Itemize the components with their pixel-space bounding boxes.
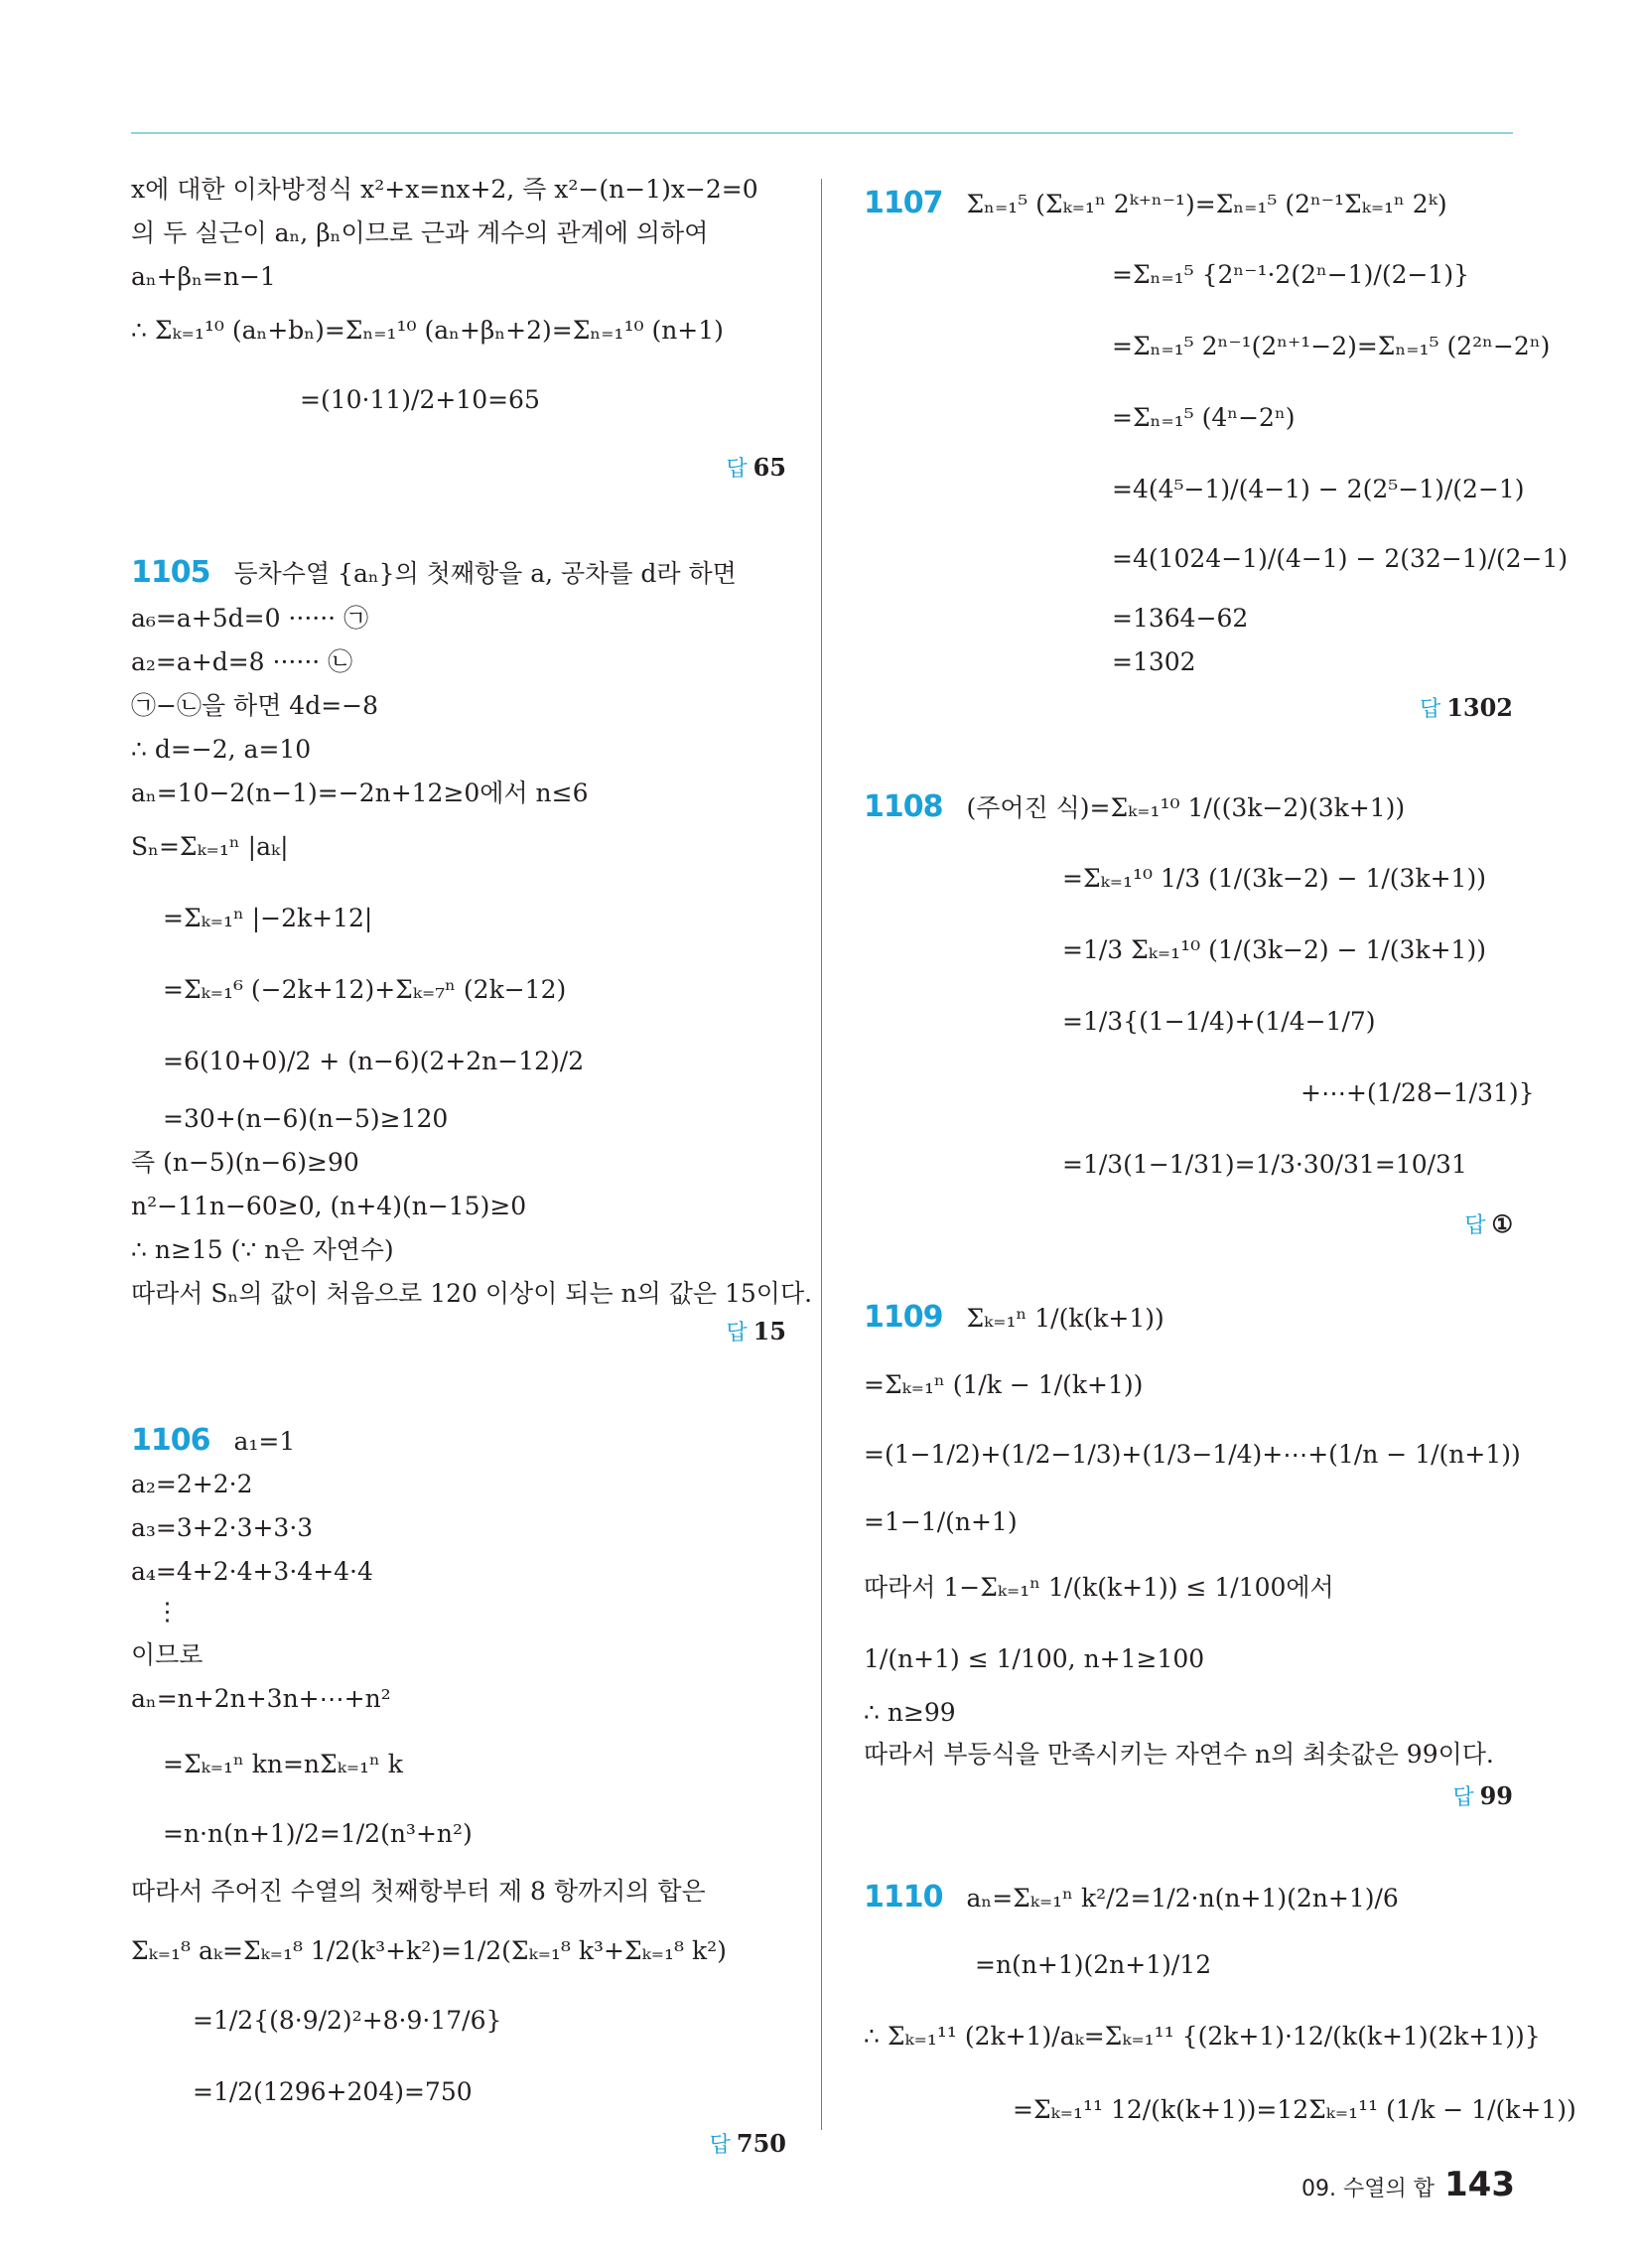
math-line: Σₖ₌₁⁸ aₖ=Σₖ₌₁⁸ 1/2(k³+k²)=1/2(Σₖ₌₁⁸ k³+Σₖ₌₁⁸ k²) xyxy=(131,1936,727,1965)
math-line: a₁=1 xyxy=(233,1427,296,1456)
text-line: 의 두 실근이 aₙ, βₙ이므로 근과 계수의 관계에 의하여 xyxy=(131,218,709,247)
math-line: aₙ=10−2(n−1)=−2n+12≥0에서 n≤6 xyxy=(131,779,589,807)
text-line: aₙ+βₙ=n−1 xyxy=(131,262,276,291)
math-line: =1−1/(n+1) xyxy=(864,1507,1018,1536)
math-line: =1/3{(1−1/4)+(1/4−1/7) xyxy=(1062,1007,1376,1036)
problem-number: 1107 xyxy=(864,186,943,220)
math-line: =Σₙ₌₁⁵ (4ⁿ−2ⁿ) xyxy=(1112,403,1296,432)
math-line: =1/3(1−1/31)=1/3·30/31=10/31 xyxy=(1062,1150,1467,1179)
answer-15 xyxy=(726,1317,786,1348)
math-line: a₆=a+5d=0 ······ ㉠ xyxy=(131,604,369,633)
answer-750 xyxy=(710,2129,786,2161)
math-line: =1302 xyxy=(1112,647,1196,676)
text-line: 등차수열 {aₙ}의 첫째항을 a, 공차를 d라 하면 xyxy=(233,559,737,588)
answer-value: 99 xyxy=(1479,1781,1513,1810)
answer-label: 답 xyxy=(726,457,748,482)
math-line: =n·n(n+1)/2=1/2(n³+n²) xyxy=(163,1819,473,1848)
math-line: =1364−62 xyxy=(1112,604,1249,633)
answer-value: 15 xyxy=(753,1317,786,1346)
problem-number: 1105 xyxy=(131,555,210,590)
column-divider xyxy=(821,179,822,2130)
answer-value: 1302 xyxy=(1446,693,1513,722)
math-line: (주어진 식)=Σₖ₌₁¹⁰ 1/((3k−2)(3k+1)) xyxy=(966,793,1406,822)
math-line: =Σₖ₌₁¹⁰ 1/3 (1/(3k−2) − 1/(3k+1)) xyxy=(1062,864,1486,893)
text-line: 따라서 1−Σₖ₌₁ⁿ 1/(k(k+1)) ≤ 1/100에서 xyxy=(864,1573,1334,1602)
math-line: =(1−1/2)+(1/2−1/3)+(1/3−1/4)+⋯+(1/n − 1/(n+1)) xyxy=(864,1440,1521,1469)
math-line: =1/2{(8·9/2)²+8·9·17/6} xyxy=(193,2006,502,2035)
problem-1106-line xyxy=(131,1423,296,1458)
math-line: Sₙ=Σₖ₌₁ⁿ |aₖ| xyxy=(131,832,289,861)
math-line: ⋮ xyxy=(155,1597,180,1626)
text-line: 이므로 xyxy=(131,1640,204,1669)
math-line: +⋯+(1/28−1/31)} xyxy=(1300,1078,1535,1107)
math-line: ∴ Σₖ₌₁¹⁰ (aₙ+bₙ)=Σₙ₌₁¹⁰ (aₙ+βₙ+2)=Σₙ₌₁¹⁰ (n+1) xyxy=(131,316,724,345)
answer-1 xyxy=(1464,1209,1513,1241)
math-line: aₙ=Σₖ₌₁ⁿ k²/2=1/2·n(n+1)(2n+1)/6 xyxy=(966,1884,1399,1913)
math-line: a₄=4+2·4+3·4+4·4 xyxy=(131,1557,373,1586)
math-line: aₙ=n+2n+3n+⋯+n² xyxy=(131,1684,391,1713)
math-line: =4(1024−1)/(4−1) − 2(32−1)/(2−1) xyxy=(1112,544,1569,573)
problem-1109-line xyxy=(864,1300,1164,1335)
text-line: 따라서 주어진 수열의 첫째항부터 제 8 항까지의 합은 xyxy=(131,1877,706,1906)
math-line: a₃=3+2·3+3·3 xyxy=(131,1513,314,1542)
math-line: =1/2(1296+204)=750 xyxy=(193,2077,473,2106)
math-line: =30+(n−6)(n−5)≥120 xyxy=(163,1104,449,1133)
answer-label: 답 xyxy=(1419,697,1441,722)
math-line: ∴ Σₖ₌₁¹¹ (2k+1)/aₖ=Σₖ₌₁¹¹ {(2k+1)·12/(k(k+1)(2k+1))} xyxy=(864,2022,1541,2051)
answer-value: 750 xyxy=(736,2129,786,2158)
math-line: ∴ d=−2, a=10 xyxy=(131,735,312,764)
math-line: a₂=2+2·2 xyxy=(131,1470,253,1498)
section-title: 09. 수열의 합 xyxy=(1301,2177,1436,2201)
answer-label: 답 xyxy=(1464,1213,1486,1238)
problem-1105-line xyxy=(131,555,737,590)
math-line: 즉 (n−5)(n−6)≥90 xyxy=(131,1148,359,1177)
math-line: =(10·11)/2+10=65 xyxy=(300,385,540,414)
problem-number: 1106 xyxy=(131,1423,210,1458)
text-line: 따라서 Sₙ의 값이 처음으로 120 이상이 되는 n의 값은 15이다. xyxy=(131,1279,813,1308)
math-line: =6(10+0)/2 + (n−6)(2+2n−12)/2 xyxy=(163,1047,585,1075)
text-line: 따라서 부등식을 만족시키는 자연수 n의 최솟값은 99이다. xyxy=(864,1740,1494,1769)
header-rule xyxy=(131,132,1513,134)
answer-value: 65 xyxy=(753,453,786,482)
problem-number: 1110 xyxy=(864,1880,943,1914)
answer-value: ① xyxy=(1491,1209,1513,1238)
math-line: Σₙ₌₁⁵ (Σₖ₌₁ⁿ 2ᵏ⁺ⁿ⁻¹)=Σₙ₌₁⁵ (2ⁿ⁻¹Σₖ₌₁ⁿ 2ᵏ) xyxy=(966,190,1447,218)
math-line: ㉠−㉡을 하면 4d=−8 xyxy=(131,691,379,720)
answer-65 xyxy=(726,453,786,485)
text-line: x에 대한 이차방정식 x²+x=nx+2, 즉 x²−(n−1)x−2=0 xyxy=(131,175,758,204)
math-line: a₂=a+d=8 ······ ㉡ xyxy=(131,647,353,676)
answer-label: 답 xyxy=(1452,1785,1474,1810)
answer-1302 xyxy=(1420,693,1513,725)
math-line: =4(4⁵−1)/(4−1) − 2(2⁵−1)/(2−1) xyxy=(1112,475,1525,503)
problem-number: 1108 xyxy=(864,789,943,824)
math-line: ∴ n≥15 (∵ n은 자연수) xyxy=(131,1235,394,1264)
math-line: n²−11n−60≥0, (n+4)(n−15)≥0 xyxy=(131,1192,527,1220)
math-line: =n(n+1)(2n+1)/12 xyxy=(975,1950,1212,1979)
problem-1107-line xyxy=(864,186,1447,220)
math-line: =Σₖ₌₁ⁿ |−2k+12| xyxy=(163,904,373,932)
answer-label: 답 xyxy=(726,1321,748,1346)
answer-99 xyxy=(1452,1781,1513,1813)
page-footer xyxy=(1301,2165,1515,2204)
math-line: Σₖ₌₁ⁿ 1/(k(k+1)) xyxy=(966,1304,1164,1333)
problem-number: 1109 xyxy=(864,1300,943,1335)
math-line: =Σₖ₌₁ⁿ (1/k − 1/(k+1)) xyxy=(864,1370,1144,1399)
math-line: ∴ n≥99 xyxy=(864,1698,956,1727)
math-line: =Σₖ₌₁ⁿ kn=nΣₖ₌₁ⁿ k xyxy=(163,1750,403,1778)
math-line: =Σₙ₌₁⁵ 2ⁿ⁻¹(2ⁿ⁺¹−2)=Σₙ₌₁⁵ (2²ⁿ−2ⁿ) xyxy=(1112,332,1551,360)
math-line: =Σₖ₌₁⁶ (−2k+12)+Σₖ₌₇ⁿ (2k−12) xyxy=(163,975,567,1004)
problem-1110-line xyxy=(864,1880,1399,1914)
answer-label: 답 xyxy=(709,2133,731,2158)
page-number: 143 xyxy=(1444,2165,1515,2204)
math-line: =Σₖ₌₁¹¹ 12/(k(k+1))=12Σₖ₌₁¹¹ (1/k − 1/(k+1)) xyxy=(1013,2095,1576,2124)
math-line: =Σₙ₌₁⁵ {2ⁿ⁻¹·2(2ⁿ−1)/(2−1)} xyxy=(1112,260,1469,289)
problem-1108-line xyxy=(864,789,1406,824)
math-line: =1/3 Σₖ₌₁¹⁰ (1/(3k−2) − 1/(3k+1)) xyxy=(1062,935,1486,964)
math-line: 1/(n+1) ≤ 1/100, n+1≥100 xyxy=(864,1644,1205,1673)
